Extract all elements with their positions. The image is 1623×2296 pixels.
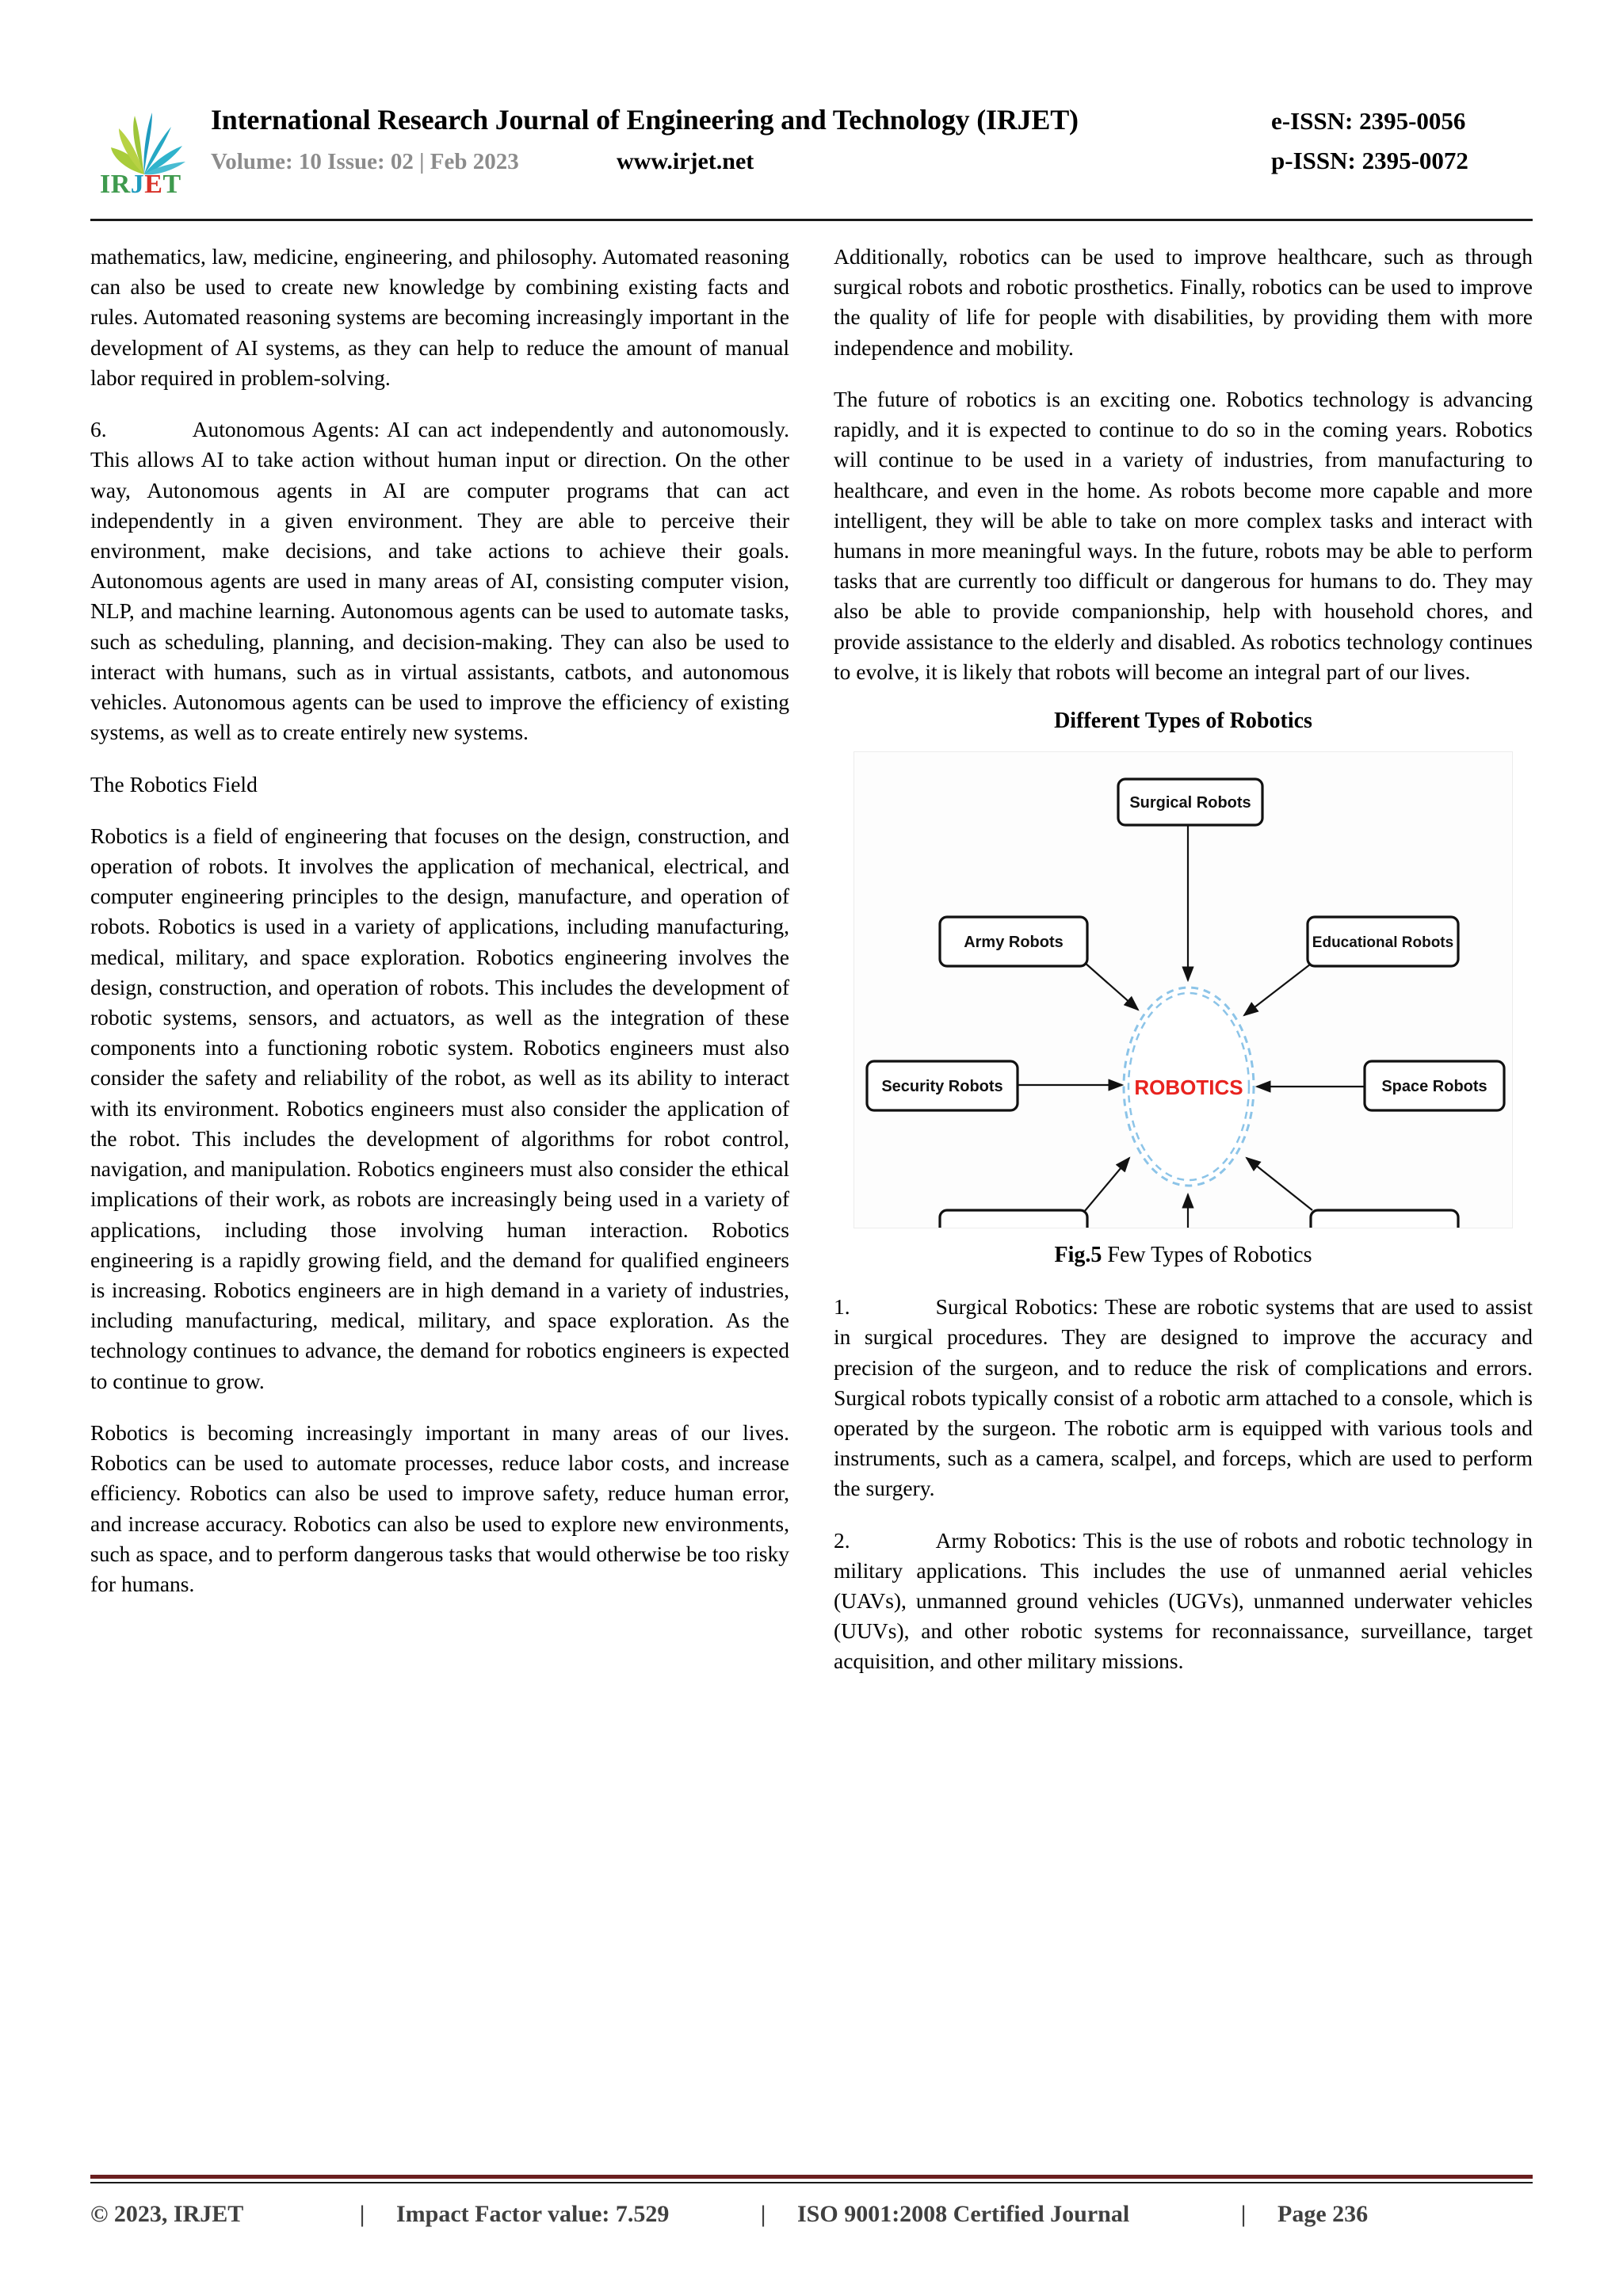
list-number-1: 1. <box>834 1294 850 1320</box>
paragraph-automated-reasoning: mathematics, law, medicine, engineering, and philosophy. Automated reasoning can also be used to create new knowledge by combining existing facts and rules. Automated reasoning systems are becoming increasingly important in the development of AI systems, as they can help to reduce the amount of manual labor required in problem-solving. <box>90 244 789 390</box>
figure-caption <box>834 1243 1533 1268</box>
list-number-6: 6. <box>90 417 107 442</box>
diagram-node-label: Educational Robots <box>1312 934 1454 952</box>
diagram-node-educational[interactable] <box>1308 917 1458 966</box>
p-issn: p-ISSN: 2395-0072 <box>1271 147 1468 174</box>
paragraph-robotics-importance: Robotics is becoming increasingly important in many areas of our lives. Robotics can be used to automate processes, reduce labor costs, and increase efficiency. Robotics can also be used to improve safety, reduce human error, and increase accuracy. Robotics can also be used to explore new environments, such as space, and to perform dangerous tasks that would otherwise be too risky for humans. <box>90 1419 789 1596</box>
logo-letter-i: I <box>100 170 111 199</box>
footer-separator-1: | <box>359 2201 365 2227</box>
diagram-node-space[interactable] <box>1365 1061 1504 1110</box>
diagram-node-industrial[interactable] <box>1311 1210 1458 1228</box>
list-text-6: Autonomous Agents: AI can act independently and autonomously. This allows AI to take action without human input or direction. On the other way, Autonomous agents in AI are computer programs that can act independently in a given environment. They are able to perceive their environment, make decisions, and take actions to achieve their goals. Autonomous agents are used in many areas of AI, consisting computer vision, NLP, and machine learning. Autonomous agents can be used to automate tasks, such as scheduling, planning, and decision-making. They can also be used to interact with humans, such as in virtual assistants, catbots, and autonomous vehicles. Autonomous agents can be used to improve the efficiency of existing systems, as well as to create entirely new systems. <box>90 417 789 745</box>
footer-impact-factor: Impact Factor value: 7.529 <box>396 2201 670 2227</box>
page-header <box>90 0 1533 204</box>
list-text-2: Army Robotics: This is the use of robots and robotic technology in military applications. This includes the use of unmanned aerial vehicles (UAVs), unmanned ground vehicles (UGVs), unmanned underwater vehicles (UUVs), and other robotic systems for reconnaissance, surveillance, target acquisition, and other military missions. <box>834 1527 1533 1674</box>
logo-letter-r: R <box>110 170 131 199</box>
list-number-2: 2. <box>834 1527 850 1553</box>
figure-types-of-robotics <box>854 751 1513 1228</box>
paragraph-autonomous-agents <box>90 415 789 747</box>
logo-letter-t: T <box>162 170 181 199</box>
diagram-node-label: Army Robots <box>964 934 1064 952</box>
diagram-node-label: Surgical Robots <box>1129 794 1251 812</box>
diagram-node-surgical[interactable] <box>1118 779 1262 825</box>
diagram-node-army[interactable] <box>940 917 1087 966</box>
logo-letter-j: J <box>130 170 145 199</box>
diagram-node-label <box>956 1227 1071 1228</box>
footer-separator-3: | <box>1240 2201 1247 2227</box>
list-text-1: Surgical Robotics: These are robotic systems that are used to assist in surgical procedures. They are designed to improve the accuracy and precision of the surgeon, and to reduce the risk of complications and errors. Surgical robots typically consist of a robotic arm attached to a console, which is operated by the surgeon. The robotic arm is equipped with various tools and instruments, such as a camera, scalpel, and forceps, which are used to perform the surgery. <box>834 1294 1533 1501</box>
logo-letter-e: E <box>144 170 163 199</box>
logo-wordmark <box>100 171 181 198</box>
journal-website[interactable]: www.irjet.net <box>617 148 754 174</box>
diagram-node-service[interactable] <box>940 1210 1087 1228</box>
central-label-robotics: ROBOTICS <box>1134 1075 1243 1100</box>
page-footer <box>90 2175 1533 2228</box>
right-column <box>834 242 1533 1677</box>
irjet-logo <box>90 103 193 202</box>
paragraph-healthcare-robotics: Additionally, robotics can be used to improve healthcare, such as through surgical robots and robotic prosthetics. Finally, robotics can be used to improve the quality of life for people with disabilities, by providing them with more independence and mobility. <box>834 244 1533 360</box>
masthead-text <box>193 103 1533 175</box>
robotics-diagram-svg <box>854 752 1512 1228</box>
footer-separator-2: | <box>760 2201 766 2227</box>
page-columns <box>90 242 1533 1677</box>
footer-iso-certification: ISO 9001:2008 Certified Journal <box>797 2201 1130 2227</box>
footer-copyright: © 2023, IRJET <box>90 2201 244 2227</box>
journal-title: International Research Journal of Engineering and Technology (IRJET) <box>211 104 1079 136</box>
subheading-robotics-field: The Robotics Field <box>90 771 258 797</box>
figure-title: Different Types of Robotics <box>1054 709 1312 734</box>
left-column <box>90 242 789 1677</box>
paragraph-army-robotics <box>834 1526 1533 1677</box>
footer-page-number: Page 236 <box>1277 2201 1369 2227</box>
diagram-node-label: Security Robots <box>881 1078 1003 1096</box>
paragraph-surgical-robotics <box>834 1292 1533 1504</box>
e-issn: e-ISSN: 2395-0056 <box>1271 107 1466 135</box>
figure-caption-text: Few Types of Robotics <box>1102 1243 1312 1268</box>
figure-number: Fig.5 <box>1054 1243 1102 1268</box>
paragraph-robotics-engineering: Robotics is a field of engineering that focuses on the design, construction, and operation of robots. It involves the application of mechanical, electrical, and computer engineering principles to the design, manufacture, and operation of robots. Robotics is used in a variety of applications, including manufacturing, medical, military, and space exploration. Robotics engineering involves the design, construction, and operation of robots. This includes the development of robotic systems, sensors, and actuators, as well as the integration of these components into a functioning robotic system. Robotics engineers must also consider the safety and reliability of the robot, as well as its ability to interact with its environment. Robotics engineers must also consider the application of the robot. This includes the development of algorithms for robot control, navigation, and manipulation. Robotics engineers must also consider the ethical implications of their work, as robots are increasingly being used in a variety of applications, including those involving human interaction. Robotics engineering is a rapidly growing field, and the demand for qualified engineers is increasing. Robotics engineers are in high demand in a variety of industries, including manufacturing, medical, military, and space exploration. As the technology continues to advance, the demand for robotics engineers is expected to continue to grow. <box>90 823 789 1393</box>
volume-issue: Volume: 10 Issue: 02 | Feb 2023 <box>211 149 519 174</box>
diagram-node-label: Space Robots <box>1381 1078 1487 1096</box>
paragraph-future-robotics: The future of robotics is an exciting one. Robotics technology is advancing rapidly, and it is expected to continue to do so in the coming years. Robotics will continue to be used in a variety of industries, from manufacturing to healthcare, and even in the home. As robots become more capable and more intelligent, they will be able to take on more complex tasks and interact with humans in more meaningful ways. In the future, robots may be able to perform tasks that are currently too difficult or dangerous for humans to do. They may also be able to provide companionship, help with household chores, and provide assistance to the elderly and disabled. As robotics technology continues to evolve, it is likely that robots will become an integral part of our lives. <box>834 386 1533 684</box>
footer-divider-thick <box>90 2175 1533 2179</box>
diagram-node-security[interactable] <box>867 1061 1018 1110</box>
header-divider <box>90 219 1533 221</box>
logo-fan-icon <box>95 103 193 176</box>
